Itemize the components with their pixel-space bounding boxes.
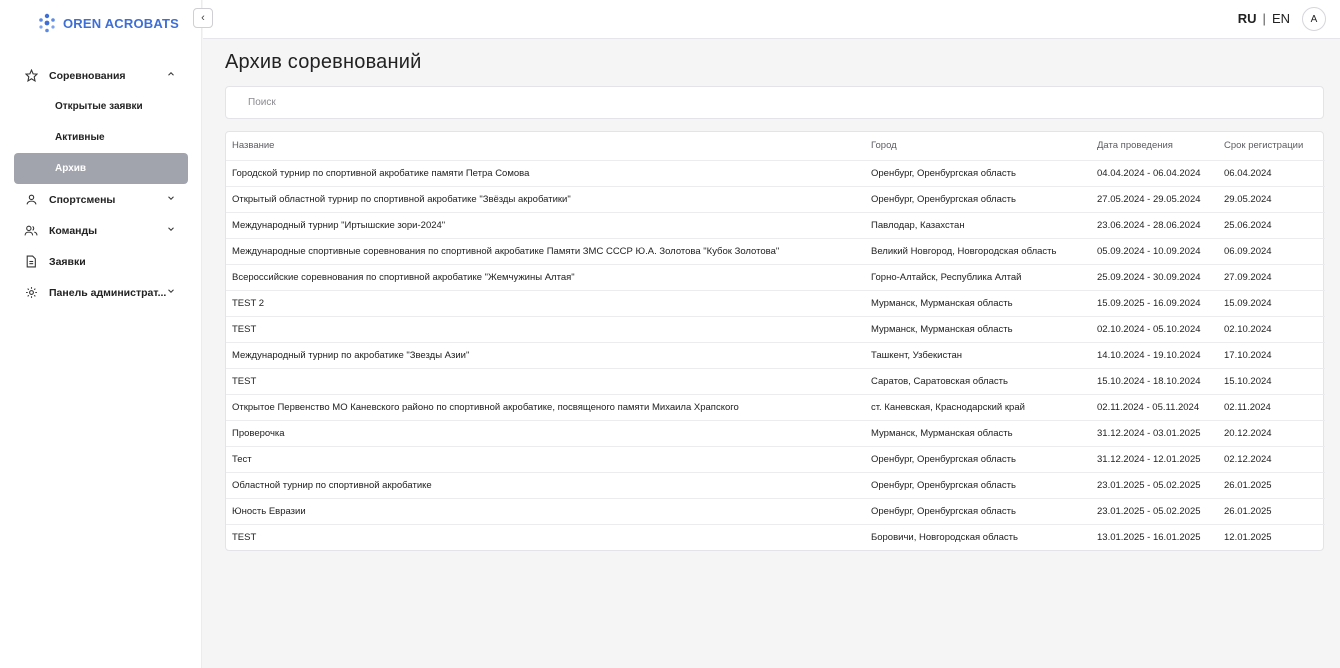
cell-registration-deadline: 02.11.2024 (1218, 394, 1325, 420)
table-row[interactable] (226, 290, 1325, 316)
cell-date: 15.09.2025 - 16.09.2024 (1091, 290, 1218, 316)
sidebar (0, 0, 202, 668)
table-row[interactable] (226, 238, 1325, 264)
cell-date: 23.06.2024 - 28.06.2024 (1091, 212, 1218, 238)
cell-registration-deadline: 27.09.2024 (1218, 264, 1325, 290)
cell-name: TEST 2 (226, 290, 865, 316)
cell-city: Великий Новгород, Новгородская область (865, 238, 1091, 264)
chevron-down-icon[interactable] (166, 224, 176, 237)
table-row[interactable] (226, 472, 1325, 498)
document-icon (24, 255, 38, 269)
cell-date: 04.04.2024 - 06.04.2024 (1091, 160, 1218, 186)
table-row[interactable] (226, 186, 1325, 212)
column-header-date[interactable]: Дата проведения (1091, 132, 1218, 160)
cell-city: Ташкент, Узбекистан (865, 342, 1091, 368)
cell-city: Мурманск, Мурманская область (865, 420, 1091, 446)
cell-name: Международный турнир "Иртышские зори-2024" (226, 212, 865, 238)
cell-name: Областной турнир по спортивной акробатике (226, 472, 865, 498)
language-switcher (1238, 11, 1290, 26)
cell-name: Проверочка (226, 420, 865, 446)
table-row[interactable] (226, 342, 1325, 368)
cell-registration-deadline: 12.01.2025 (1224, 531, 1272, 543)
cell-date: 27.05.2024 - 29.05.2024 (1091, 186, 1218, 212)
table-row[interactable] (226, 498, 1325, 524)
cell-name: Юность Евразии (226, 498, 865, 524)
logo-text: OREN ACROBATS (63, 15, 179, 31)
sidebar-subitem-archive[interactable]: Архив (14, 153, 188, 184)
cell-date: 23.01.2025 - 05.02.2025 (1091, 472, 1218, 498)
top-bar (203, 0, 1340, 39)
sidebar-item-label: Заявки (49, 255, 86, 268)
gear-icon (24, 286, 38, 300)
cell-registration-deadline: 15.10.2024 (1218, 368, 1325, 394)
sidebar-item-label: Соревнования (49, 69, 126, 82)
cell-date: 05.09.2024 - 10.09.2024 (1091, 238, 1218, 264)
table-row[interactable] (226, 212, 1325, 238)
table-row[interactable] (226, 264, 1325, 290)
cell-name: Тест (226, 446, 865, 472)
cell-registration-deadline: 26.01.2025 (1218, 498, 1325, 524)
search-input[interactable] (225, 86, 1324, 119)
table-row[interactable] (226, 316, 1325, 342)
cell-registration-deadline: 15.09.2024 (1218, 290, 1325, 316)
cell-city: Оренбург, Оренбургская область (865, 446, 1091, 472)
cell-city: Мурманск, Мурманская область (865, 316, 1091, 342)
cell-name: TEST (226, 316, 865, 342)
sidebar-item-applications[interactable] (14, 246, 188, 277)
cell-city: ст. Каневская, Краснодарский край (865, 394, 1091, 420)
sidebar-item-competitions[interactable] (14, 60, 188, 91)
cell-date: 25.09.2024 - 30.09.2024 (1091, 264, 1218, 290)
cell-date: 02.10.2024 - 05.10.2024 (1091, 316, 1218, 342)
avatar[interactable]: A (1302, 7, 1326, 31)
cell-city: Мурманск, Мурманская область (865, 290, 1091, 316)
cell-registration-deadline: 20.12.2024 (1218, 420, 1325, 446)
cell-date: 31.12.2024 - 12.01.2025 (1091, 446, 1218, 472)
sidebar-nav (14, 60, 188, 308)
cell-city: Павлодар, Казахстан (865, 212, 1091, 238)
column-header-registration-deadline[interactable]: Срок регистрации (1218, 132, 1325, 160)
cell-city: Горно-Алтайск, Республика Алтай (865, 264, 1091, 290)
cell-name: Всероссийские соревнования по спортивной акробатике "Жемчужины Алтая" (226, 264, 865, 290)
chevron-down-icon[interactable] (166, 193, 176, 206)
cell-date: 31.12.2024 - 03.01.2025 (1091, 420, 1218, 446)
table-header-row (226, 132, 1325, 160)
sidebar-item-athletes[interactable] (14, 184, 188, 215)
sidebar-subitem-open-applications[interactable]: Открытые заявки (55, 101, 143, 112)
sidebar-item-teams[interactable] (14, 215, 188, 246)
column-header-name[interactable]: Название (226, 132, 865, 160)
cell-city: Оренбург, Оренбургская область (865, 160, 1091, 186)
users-icon (24, 224, 38, 238)
cell-registration-deadline: 17.10.2024 (1218, 342, 1325, 368)
chevron-up-icon[interactable] (166, 69, 176, 82)
cell-date: 14.10.2024 - 19.10.2024 (1091, 342, 1218, 368)
cell-registration-deadline: 26.01.2025 (1218, 472, 1325, 498)
table-row[interactable] (226, 446, 1325, 472)
app-logo[interactable] (36, 11, 179, 35)
table-row[interactable] (226, 394, 1325, 420)
cell-city: Оренбург, Оренбургская область (865, 186, 1091, 212)
sidebar-item-label: Команды (49, 224, 98, 237)
table-row[interactable] (226, 524, 1325, 550)
chevron-down-icon[interactable] (166, 286, 176, 299)
collapse-sidebar-button[interactable] (193, 8, 213, 28)
lang-en-button[interactable]: EN (1271, 11, 1290, 26)
cell-name: TEST (232, 531, 257, 543)
lang-ru-button[interactable]: RU (1237, 11, 1257, 26)
cell-date: 23.01.2025 - 05.02.2025 (1091, 498, 1218, 524)
cell-date: 02.11.2024 - 05.11.2024 (1091, 394, 1218, 420)
page-title: Архив соревнований (225, 51, 422, 73)
cell-name: Открытый областной турнир по спортивной акробатике "Звёзды акробатики" (226, 186, 865, 212)
cell-city: Боровичи, Новгородская область (871, 531, 1018, 543)
table-row[interactable] (226, 368, 1325, 394)
user-icon (24, 193, 38, 207)
cell-registration-deadline: 29.05.2024 (1218, 186, 1325, 212)
cell-date: 15.10.2024 - 18.10.2024 (1091, 368, 1218, 394)
cell-registration-deadline: 25.06.2024 (1218, 212, 1325, 238)
column-header-city[interactable]: Город (865, 132, 1091, 160)
cell-name: Открытое Первенство МО Каневского районо по спортивной акробатике, посвященого памяти Михаила Храпского (226, 394, 865, 420)
cell-registration-deadline: 06.04.2024 (1218, 160, 1325, 186)
sidebar-item-admin-panel[interactable] (14, 277, 188, 308)
sidebar-subitem-active[interactable]: Активные (55, 132, 105, 143)
star-icon (24, 69, 38, 83)
logo-icon (36, 12, 58, 34)
cell-registration-deadline: 06.09.2024 (1218, 238, 1325, 264)
competitions-table (225, 131, 1324, 551)
chevron-left-icon: ‹ (201, 12, 205, 24)
cell-city: Оренбург, Оренбургская область (865, 472, 1091, 498)
sidebar-item-label: Спортсмены (49, 193, 116, 206)
table-body (226, 160, 1325, 550)
sidebar-item-label: Панель администрат... (49, 286, 167, 299)
cell-name: TEST (226, 368, 865, 394)
cell-registration-deadline: 02.10.2024 (1218, 316, 1325, 342)
cell-name: Международные спортивные соревнования по спортивной акробатике Памяти ЗМС СССР Ю.А. Золотова "Кубок Золотова" (226, 238, 865, 264)
cell-city: Оренбург, Оренбургская область (865, 498, 1091, 524)
cell-registration-deadline: 02.12.2024 (1218, 446, 1325, 472)
table-row[interactable] (226, 160, 1325, 186)
cell-date: 13.01.2025 - 16.01.2025 (1097, 531, 1201, 543)
table-row[interactable] (226, 420, 1325, 446)
cell-name: Городской турнир по спортивной акробатике памяти Петра Сомова (226, 160, 865, 186)
cell-city: Саратов, Саратовская область (865, 368, 1091, 394)
lang-separator: | (1262, 11, 1266, 26)
cell-name: Международный турнир по акробатике "Звезды Азии" (226, 342, 865, 368)
